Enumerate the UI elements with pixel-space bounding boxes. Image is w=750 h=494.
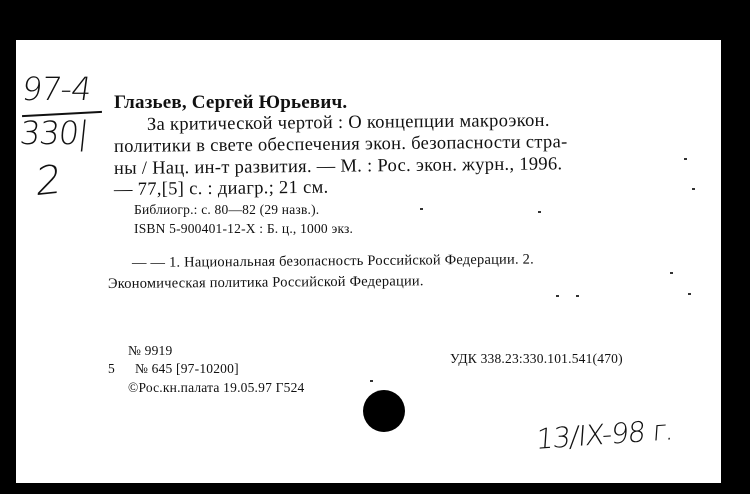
- subject-line-2: Экономическая политика Российской Федерации.: [107, 273, 424, 292]
- scan-speck: [688, 293, 691, 295]
- title-line-4: — 77,[5] с. : диагр.; 21 см.: [113, 177, 329, 200]
- scan-speck: [684, 158, 687, 160]
- isbn-note: ISBN 5-900401-12-X : Б. ц., 1000 экз.: [134, 221, 354, 236]
- scan-speck: [538, 211, 541, 213]
- record-number-2: № 645 [97-10200]: [134, 361, 239, 376]
- record-number-1: № 9919: [128, 343, 173, 358]
- scan-speck: [420, 208, 423, 210]
- shelf-mark-line3: 2: [34, 156, 63, 206]
- shelf-mark-line2: 330|: [18, 114, 90, 152]
- subject-line-1: — — 1. Национальная безопасность Российской Федерации. 2.: [131, 251, 534, 271]
- bibliography-note: Библиогр.: с. 80—82 (29 назв.).: [134, 202, 320, 217]
- scan-speck: [556, 295, 559, 297]
- author-heading: Глазьев, Сергей Юрьевич.: [114, 92, 348, 113]
- udk-code: УДК 338.23:330.101.541(470): [450, 351, 623, 366]
- book-chamber-stamp: ©Рос.кн.палата 19.05.97 Г524: [128, 380, 305, 395]
- title-line-1: За критической чертой : О концепции макроэкон.: [146, 110, 550, 135]
- scan-speck: [692, 188, 695, 190]
- scan-speck: [370, 380, 373, 382]
- title-line-2: политики в свете обеспечения экон. безопасности стра-: [113, 132, 568, 157]
- scan-speck: [670, 272, 673, 274]
- scan-speck: [576, 295, 579, 297]
- title-line-3: ны / Нац. ин-т развития. — М. : Рос. экон. журн., 1996.: [113, 154, 563, 179]
- shelf-mark-line1: 97-4: [19, 70, 94, 108]
- catalog-card: [16, 40, 721, 483]
- handwritten-date-note: 13/IX-98 г.: [535, 413, 675, 456]
- record-number-2-row: [108, 361, 239, 377]
- record-prefix: 5: [108, 361, 115, 376]
- punch-hole: [363, 390, 405, 432]
